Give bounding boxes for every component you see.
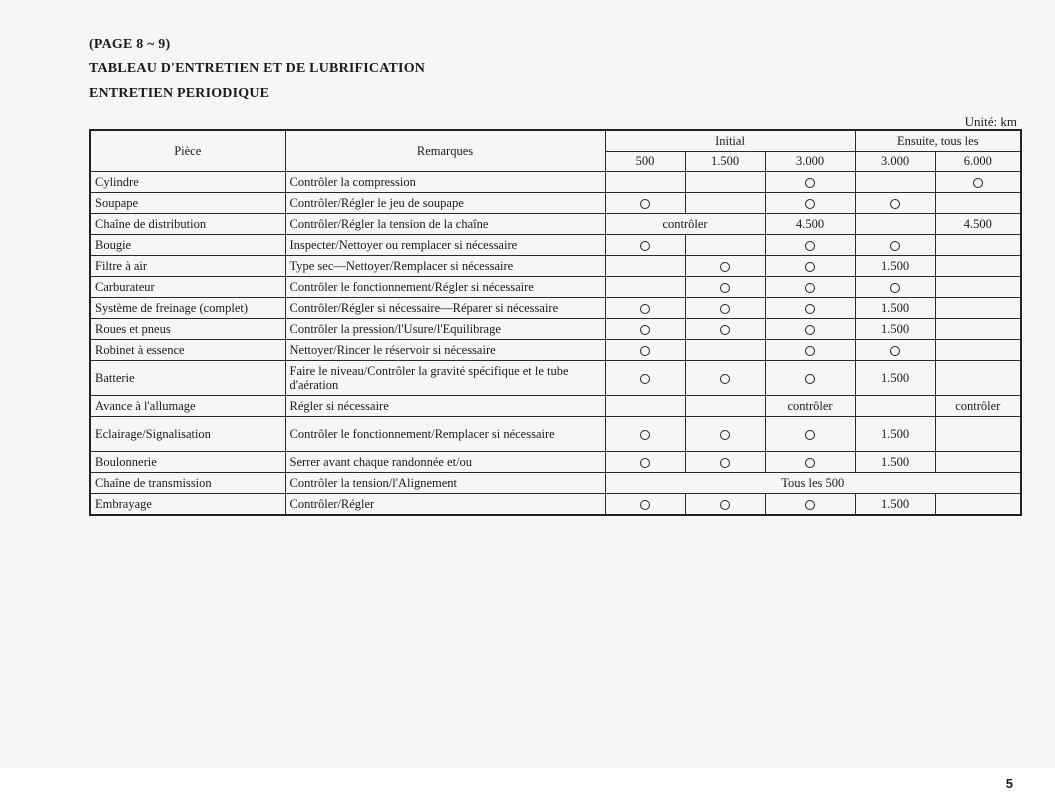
interval-cell bbox=[605, 256, 685, 277]
table-row bbox=[90, 340, 1021, 361]
piece-cell: Eclairage/Signalisation bbox=[90, 417, 285, 452]
piece-cell: Système de freinage (complet) bbox=[90, 298, 285, 319]
check-circle-cell bbox=[855, 235, 935, 256]
circle-mark-icon bbox=[720, 500, 730, 510]
check-circle-cell bbox=[685, 452, 765, 473]
interval-cell bbox=[685, 172, 765, 193]
circle-mark-icon bbox=[805, 283, 815, 293]
header-km: 3.000 bbox=[765, 151, 855, 171]
circle-mark-icon bbox=[805, 325, 815, 335]
interval-cell bbox=[855, 396, 935, 417]
check-circle-cell bbox=[685, 319, 765, 340]
header-initial: Initial bbox=[605, 130, 855, 151]
check-circle-cell bbox=[765, 417, 855, 452]
circle-mark-icon bbox=[805, 374, 815, 384]
document-title: TABLEAU D'ENTRETIEN ET DE LUBRIFICATION bbox=[89, 61, 426, 76]
check-circle-cell bbox=[685, 298, 765, 319]
circle-mark-icon bbox=[805, 304, 815, 314]
interval-cell bbox=[855, 172, 935, 193]
interval-cell bbox=[605, 172, 685, 193]
check-circle-cell bbox=[765, 319, 855, 340]
remark-cell: Contrôler le fonctionnement/Remplacer si nécessaire bbox=[285, 417, 605, 452]
remark-cell: Contrôler le fonctionnement/Régler si nécessaire bbox=[285, 277, 605, 298]
piece-cell: Chaîne de distribution bbox=[90, 214, 285, 235]
interval-cell bbox=[685, 193, 765, 214]
header-km: 500 bbox=[605, 151, 685, 171]
remark-cell: Type sec—Nettoyer/Remplacer si nécessaire bbox=[285, 256, 605, 277]
interval-cell bbox=[685, 340, 765, 361]
remark-cell: Contrôler/Régler bbox=[285, 494, 605, 516]
piece-cell: Robinet à essence bbox=[90, 340, 285, 361]
check-circle-cell bbox=[765, 361, 855, 396]
interval-cell bbox=[685, 235, 765, 256]
interval-cell: 1.500 bbox=[855, 298, 935, 319]
circle-mark-icon bbox=[720, 283, 730, 293]
check-circle-cell bbox=[765, 298, 855, 319]
header-km: 3.000 bbox=[855, 151, 935, 171]
interval-cell: 1.500 bbox=[855, 361, 935, 396]
interval-cell: contrôler bbox=[605, 214, 765, 235]
circle-mark-icon bbox=[890, 346, 900, 356]
page-reference: (PAGE 8 ~ 9) bbox=[89, 37, 171, 52]
circle-mark-icon bbox=[720, 458, 730, 468]
maintenance-table bbox=[89, 129, 1022, 516]
table-row bbox=[90, 417, 1021, 452]
interval-cell bbox=[935, 298, 1021, 319]
circle-mark-icon bbox=[640, 304, 650, 314]
check-circle-cell bbox=[605, 417, 685, 452]
interval-cell: 1.500 bbox=[855, 319, 935, 340]
interval-cell bbox=[935, 361, 1021, 396]
interval-cell: 1.500 bbox=[855, 452, 935, 473]
piece-cell: Boulonnerie bbox=[90, 452, 285, 473]
piece-cell: Chaîne de transmission bbox=[90, 473, 285, 494]
piece-cell: Cylindre bbox=[90, 172, 285, 193]
remark-cell: Contrôler/Régler le jeu de soupape bbox=[285, 193, 605, 214]
remark-cell: Régler si nécessaire bbox=[285, 396, 605, 417]
interval-cell bbox=[935, 494, 1021, 516]
table-row bbox=[90, 277, 1021, 298]
check-circle-cell bbox=[605, 235, 685, 256]
interval-cell bbox=[935, 277, 1021, 298]
page-number: 5 bbox=[1005, 776, 1013, 791]
check-circle-cell bbox=[855, 277, 935, 298]
header-km: 1.500 bbox=[685, 151, 765, 171]
table-row bbox=[90, 319, 1021, 340]
interval-cell bbox=[855, 214, 935, 235]
table-row bbox=[90, 235, 1021, 256]
remark-cell: Contrôler la tension/l'Alignement bbox=[285, 473, 605, 494]
circle-mark-icon bbox=[890, 241, 900, 251]
document-subtitle: ENTRETIEN PERIODIQUE bbox=[89, 86, 270, 101]
check-circle-cell bbox=[935, 172, 1021, 193]
remark-cell: Contrôler la pression/l'Usure/l'Equilibrage bbox=[285, 319, 605, 340]
circle-mark-icon bbox=[640, 430, 650, 440]
remark-cell: Faire le niveau/Contrôler la gravité spécifique et le tube d'aération bbox=[285, 361, 605, 396]
interval-cell bbox=[605, 277, 685, 298]
interval-cell bbox=[935, 256, 1021, 277]
check-circle-cell bbox=[855, 193, 935, 214]
circle-mark-icon bbox=[720, 304, 730, 314]
interval-cell bbox=[935, 340, 1021, 361]
interval-cell: 1.500 bbox=[855, 256, 935, 277]
unit-label: Unité: km bbox=[964, 114, 1017, 129]
table-row bbox=[90, 172, 1021, 193]
check-circle-cell bbox=[605, 193, 685, 214]
piece-cell: Soupape bbox=[90, 193, 285, 214]
remark-cell: Contrôler la compression bbox=[285, 172, 605, 193]
interval-cell bbox=[935, 235, 1021, 256]
circle-mark-icon bbox=[805, 199, 815, 209]
interval-cell: Tous les 500 bbox=[605, 473, 1021, 494]
remark-cell: Serrer avant chaque randonnée et/ou bbox=[285, 452, 605, 473]
check-circle-cell bbox=[765, 256, 855, 277]
circle-mark-icon bbox=[805, 262, 815, 272]
check-circle-cell bbox=[685, 417, 765, 452]
check-circle-cell bbox=[765, 340, 855, 361]
circle-mark-icon bbox=[640, 500, 650, 510]
interval-cell bbox=[605, 396, 685, 417]
table-row bbox=[90, 396, 1021, 417]
remark-cell: Contrôler/Régler la tension de la chaîne bbox=[285, 214, 605, 235]
remark-cell: Nettoyer/Rincer le réservoir si nécessaire bbox=[285, 340, 605, 361]
check-circle-cell bbox=[605, 340, 685, 361]
remark-cell: Inspecter/Nettoyer ou remplacer si nécessaire bbox=[285, 235, 605, 256]
check-circle-cell bbox=[855, 340, 935, 361]
circle-mark-icon bbox=[640, 374, 650, 384]
check-circle-cell bbox=[685, 494, 765, 516]
interval-cell: 1.500 bbox=[855, 494, 935, 516]
check-circle-cell bbox=[605, 319, 685, 340]
interval-cell: 1.500 bbox=[855, 417, 935, 452]
header-thereafter: Ensuite, tous les bbox=[855, 130, 1021, 151]
check-circle-cell bbox=[605, 298, 685, 319]
check-circle-cell bbox=[765, 452, 855, 473]
circle-mark-icon bbox=[640, 199, 650, 209]
circle-mark-icon bbox=[720, 430, 730, 440]
interval-cell bbox=[935, 417, 1021, 452]
remark-cell: Contrôler/Régler si nécessaire—Réparer si nécessaire bbox=[285, 298, 605, 319]
circle-mark-icon bbox=[720, 262, 730, 272]
check-circle-cell bbox=[685, 256, 765, 277]
check-circle-cell bbox=[605, 494, 685, 516]
piece-cell: Batterie bbox=[90, 361, 285, 396]
header-piece: Pièce bbox=[90, 130, 285, 172]
interval-cell bbox=[935, 319, 1021, 340]
circle-mark-icon bbox=[805, 178, 815, 188]
circle-mark-icon bbox=[805, 458, 815, 468]
table-row bbox=[90, 214, 1021, 235]
circle-mark-icon bbox=[720, 374, 730, 384]
piece-cell: Avance à l'allumage bbox=[90, 396, 285, 417]
check-circle-cell bbox=[765, 193, 855, 214]
circle-mark-icon bbox=[720, 325, 730, 335]
check-circle-cell bbox=[605, 452, 685, 473]
table-row bbox=[90, 256, 1021, 277]
table-row bbox=[90, 452, 1021, 473]
piece-cell: Carburateur bbox=[90, 277, 285, 298]
table-body bbox=[90, 172, 1021, 516]
table-row bbox=[90, 193, 1021, 214]
interval-cell: contrôler bbox=[935, 396, 1021, 417]
circle-mark-icon bbox=[640, 346, 650, 356]
table-row bbox=[90, 494, 1021, 516]
check-circle-cell bbox=[685, 361, 765, 396]
piece-cell: Roues et pneus bbox=[90, 319, 285, 340]
check-circle-cell bbox=[605, 361, 685, 396]
circle-mark-icon bbox=[805, 500, 815, 510]
interval-cell bbox=[685, 396, 765, 417]
circle-mark-icon bbox=[805, 430, 815, 440]
circle-mark-icon bbox=[973, 178, 983, 188]
interval-cell bbox=[935, 193, 1021, 214]
circle-mark-icon bbox=[805, 241, 815, 251]
header-remarks: Remarques bbox=[285, 130, 605, 172]
check-circle-cell bbox=[765, 172, 855, 193]
piece-cell: Bougie bbox=[90, 235, 285, 256]
check-circle-cell bbox=[765, 494, 855, 516]
table-row bbox=[90, 298, 1021, 319]
interval-cell: contrôler bbox=[765, 396, 855, 417]
circle-mark-icon bbox=[640, 325, 650, 335]
check-circle-cell bbox=[765, 277, 855, 298]
circle-mark-icon bbox=[890, 283, 900, 293]
circle-mark-icon bbox=[805, 346, 815, 356]
table-row bbox=[90, 361, 1021, 396]
check-circle-cell bbox=[685, 277, 765, 298]
circle-mark-icon bbox=[640, 458, 650, 468]
interval-cell: 4.500 bbox=[935, 214, 1021, 235]
circle-mark-icon bbox=[890, 199, 900, 209]
header-km: 6.000 bbox=[935, 151, 1021, 171]
piece-cell: Filtre à air bbox=[90, 256, 285, 277]
circle-mark-icon bbox=[640, 241, 650, 251]
piece-cell: Embrayage bbox=[90, 494, 285, 516]
check-circle-cell bbox=[765, 235, 855, 256]
interval-cell: 4.500 bbox=[765, 214, 855, 235]
interval-cell bbox=[935, 452, 1021, 473]
table-row bbox=[90, 473, 1021, 494]
